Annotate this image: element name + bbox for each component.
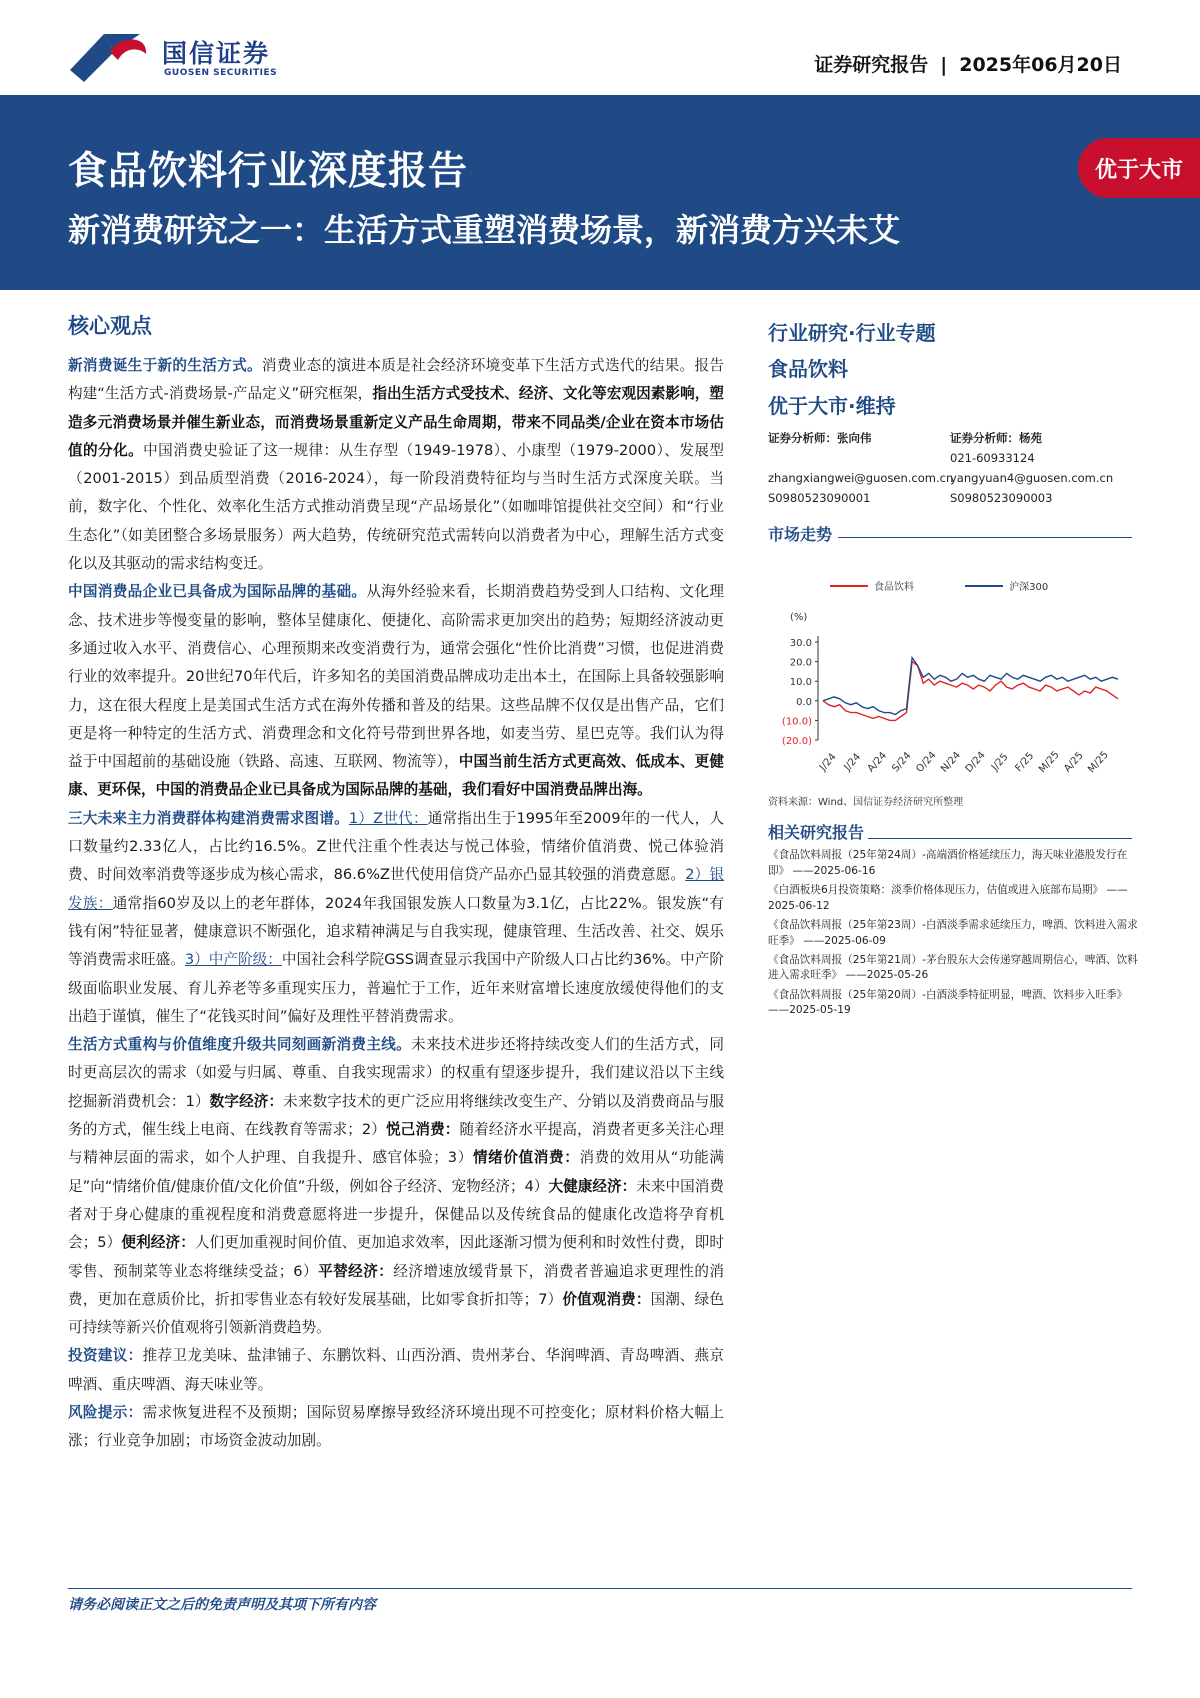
report-date: 2025年06月20日 [959,54,1122,76]
y-tick-label: 10.0 [789,677,812,689]
related-report-item[interactable]: 《食品饮料周报（25年第24周）-高端酒价格延续压力，海天味业港股发行在即》 ——2025-06-16 [768,849,1128,877]
text-run: 推荐卫龙美味、盐津铺子、东鹏饮料、山西汾酒、贵州茅台、华润啤酒、青岛啤酒、燕京啤酒、重庆啤酒、海天味业等。 [68,1347,724,1393]
market-trend-chart [768,598,1138,788]
x-tick-label: N/24 [939,749,964,775]
y-axis-unit: (%) [790,612,808,623]
bold-run: 指出生活方式受技术、经济、文化等宏观因素影响，塑造多元消费场景并催生新业态，而消费场景重新定义产品生命周期，带来不同品类/企业在资本市场估值的分化。 [68,385,724,459]
text-run: 随着经济水平提高，消费者更多关注心理与精神层面的需求，如个人护理、自我提升、感官体验；3） [68,1121,724,1167]
related-report-item[interactable]: 《食品饮料周报（25年第21周）-茅台股东大会传递穿越周期信心，啤酒、饮料进入需求旺季》 ——2025-05-26 [768,953,1138,982]
lead-phrase: 中国消费品企业已具备成为国际品牌的基础。 [68,583,367,601]
report-subtitle: 新消费研究之一：生活方式重塑消费场景，新消费方兴未艾 [68,211,901,249]
paragraph-investment-advice [68,1342,724,1399]
x-tick-label: A/24 [865,750,890,775]
paragraph-consumer-groups [68,805,724,1031]
research-category: 行业研究·行业专题 [768,321,936,345]
footer-divider [68,1588,1132,1589]
x-tick-label: J/24 [817,751,839,774]
y-tick-label: (20.0) [781,736,812,747]
text-run: 消费的效用从“功能满足”向“情绪价值/健康价值/文化价值”升级，例如谷子经济、宠物经济；4） [68,1149,724,1195]
core-views-body [68,352,724,1456]
x-tick-label: S/24 [890,750,914,775]
analyst-email[interactable]: zhangxiangwei@guosen.com.cn [768,471,954,485]
lead-phrase: 风险提示： [68,1403,143,1421]
y-tick-label: 20.0 [789,657,812,669]
analyst-name: 证券分析师：杨苑 [950,431,1042,445]
y-tick-label: (10.0) [781,716,812,728]
legend-item-hs300 [965,578,1048,593]
text-run: 需求恢复进程不及预期；国际贸易摩擦导致经济环境出现不可控变化；原材料价格大幅上涨；行业竞争加剧；市场资金波动加剧。 [68,1403,724,1450]
text-run: 通常指出生于1995年至2009年的一代人，人口数量约2.33亿人，占比约16.5%。Z世代注重个性表达与悦己体验，情绪价值消费、悦己体验消费、时间效率消费等逐步成为核心需求，86.6%Z世代使用信贷产品亦凸显其较强的消费意愿。 [68,809,724,884]
text-run: 未来中国消费者对于身心健康的重视程度和消费意愿将进一步提升，保健品以及传统食品的健康化改造将孕育机会；5） [68,1177,724,1252]
text-run: 未来技术进步还将持续改变人们的生活方式，同时更高层次的需求（如爱与归属、尊重、自我实现需求）的权重有望逐步提升，我们建议沿以下主线挖掘新消费机会：1） [68,1036,724,1110]
x-tick-label: J/24 [842,751,864,774]
related-reports-label: 相关研究报告 [768,823,865,842]
lead-phrase: 新消费诞生于新的生活方式。 [68,357,262,374]
lead-phrase: 生活方式重构与价值维度升级共同刻画新消费主线。 [68,1036,412,1054]
bold-run: 悦己消费： [385,1121,460,1139]
y-tick-label: 0.0 [796,696,812,708]
paragraph-new-lifestyle [68,352,724,578]
analyst-cert: S0980523090001 [768,491,871,505]
underlined-run: 1）Z世代： [348,809,428,827]
text-run: 未来数字技术的更广泛应用将继续改变生产、分销以及消费商品与服务的方式，催生线上电商、在线教育等需求；2） [68,1092,724,1139]
paragraph-risk-warning [68,1399,724,1456]
footer-disclaimer: 请务必阅读正文之后的免责声明及其项下所有内容 [68,1597,376,1613]
x-tick-label: D/24 [963,749,988,775]
text-run: 人们更加重视时间价值、更加追求效率，因此逐渐习惯为便利和时效性付费，即时零售、预制菜等业态将继续受益；6） [68,1234,724,1280]
paragraph-main-themes [68,1031,724,1342]
text-run: 中国社会科学院GSS调查显示我国中产阶级人口占比约36%。中产阶级面临职业发展、育儿养老等多重现实压力，普遍忙于工作，近年来财富增长速度放缓使得他们的支出趋于谨慎，催生了“花钱买时间”偏好及理性平替消费需求。 [68,951,724,1025]
section-divider [868,838,1132,839]
bold-run: 平替经济： [318,1262,394,1280]
series-line-food-beverage [823,662,1118,721]
legend-label: 沪深300 [1009,582,1049,593]
text-run: 中国消费史验证了这一规律：从生存型（1949-1978）、小康型（1979-2000）、发展型（2001-2015）到品质型消费（2016-2024），每一阶段消费特征均与当时生活方式深度关联。当前，数字化、个性化、效率化生活方式推动消费呈现“产品场景化”（如咖啡馆提供社交空间）和“行业生态化”（如美团整合多场景服务）两大趋势，传统研究范式需转向以消费者为中心，理解生活方式变化以及其驱动的需求结构变迁。 [68,441,724,573]
logo-text-cn: 国信证券 [162,39,271,68]
text-run: 消费业态的演进本质是社会经济环境变革下生活方式迭代的结果。报告构建“生活方式-消费场景-产品定义”研究框架， [68,357,724,403]
analyst-card [950,428,1113,508]
analyst-phone [768,448,953,468]
related-report-item[interactable]: 《食品饮料周报（25年第20周）-白酒淡季特征明显，啤酒、饮料步入旺季》 ——2025-05-19 [768,988,1128,1017]
analyst-email[interactable]: yangyuan4@guosen.com.cn [950,471,1114,485]
doc-type: 证券研究报告 [814,54,929,76]
analyst-phone: 021-60933124 [950,451,1035,465]
series-line-hs300 [823,658,1118,715]
bold-run: 大健康经济： [548,1177,637,1195]
related-report-item[interactable]: 《食品饮料周报（25年第23周）-白酒淡季需求延续压力，啤酒、饮料进入需求旺季》 ——2025-06-09 [768,918,1138,947]
legend-swatch [830,585,868,587]
text-run: 通常指60岁及以上的老年群体，2024年我国银发族人口数量为3.1亿，占比22%。银发族“有钱有闲”特征显著，健康意识不断强化，追求精神满足与自我实现，健康管理、生活改善、社交、娱乐等消费需求旺盛。 [68,894,724,969]
paragraph-international-brands [68,578,724,804]
x-tick-label: M/25 [1086,749,1111,776]
bold-run: 情绪价值消费： [472,1149,580,1167]
analyst-name: 证券分析师：张向伟 [768,431,872,445]
analyst-card [768,428,953,508]
legend-item-food [830,578,914,593]
bold-run: 便利经济： [121,1234,195,1252]
text-run: 国潮、绿色可持续等新兴价值观将引领新消费趋势。 [68,1290,724,1337]
related-reports-list [768,848,1138,1023]
logo-text-en: GUOSEN SECURITIES [164,68,278,78]
chart-source: 资料来源：Wind、国信证券经济研究所整理 [768,797,964,808]
lead-phrase: 投资建议： [68,1347,143,1365]
bold-run: 数字经济： [209,1092,284,1110]
underlined-run: 2）银发族： [68,866,724,912]
legend-swatch [965,585,1003,587]
industry-name: 食品饮料 [768,357,848,381]
related-report-item[interactable]: 《白酒板块6月投资策略：淡季价格体现压力，估值或进入底部布局期》 ——2025-06-12 [768,883,1128,912]
lead-phrase: 三大未来主力消费群体构建消费需求图谱。 [68,809,349,827]
underlined-run: 3）中产阶级： [184,951,282,969]
guosen-logo-icon [70,30,150,82]
analyst-cert: S0980523090003 [950,491,1053,505]
section-divider [838,537,1132,538]
industry-rating: 优于大市·维持 [768,394,896,418]
y-tick-label: 30.0 [789,638,812,649]
x-tick-label: O/24 [914,749,939,775]
report-title: 食品饮料行业深度报告 [68,149,469,194]
text-run: 经济增速放缓背景下，消费者普遍追求更理性的消费，更加在意质价比，折扣零售业态有较好发展基础，比如零食折扣等；7） [68,1262,724,1308]
x-tick-label: J/25 [989,751,1011,774]
x-tick-label: A/25 [1062,750,1086,775]
bold-run: 价值观消费： [562,1290,651,1308]
bold-run: 中国当前生活方式更高效、低成本、更健康、更环保，中国的消费品企业已具备成为国际品牌的基础，我们看好中国消费品牌出海。 [68,753,724,799]
rating-badge: 优于大市 [1078,138,1200,198]
x-tick-label: M/25 [1037,749,1062,776]
core-views-heading: 核心观点 [68,314,152,338]
market-trend-label: 市场走势 [768,525,833,544]
header-meta: 证券研究报告 | 2025年06月20日 [814,54,1122,76]
legend-label: 食品饮料 [874,582,914,593]
x-tick-label: F/25 [1013,750,1037,775]
chart-legend [830,578,1096,593]
text-run: 从海外经验来看，长期消费趋势受到人口结构、文化理念、技术进步等慢变量的影响，整体呈健康化、便捷化、高阶需求更加突出的趋势；短期经济波动更多通过收入水平、消费信心、心理预期来改变消费行为，通常会强化“性价比消费”习惯，也促进消费行业的效率提升。20世纪70年代后，许多知名的美国消费品牌成功走出本土，在国际上具备较强影响力，这在很大程度上是美国式生活方式在海外传播和普及的结果。这些品牌不仅仅是出售产品，它们更是将一种特定的生活方式、消费理念和文化符号带到世界各地，如麦当劳、星巴克等。我们认为得益于中国超前的基础设施（铁路、高速、互联网、物流等）， [68,583,724,771]
